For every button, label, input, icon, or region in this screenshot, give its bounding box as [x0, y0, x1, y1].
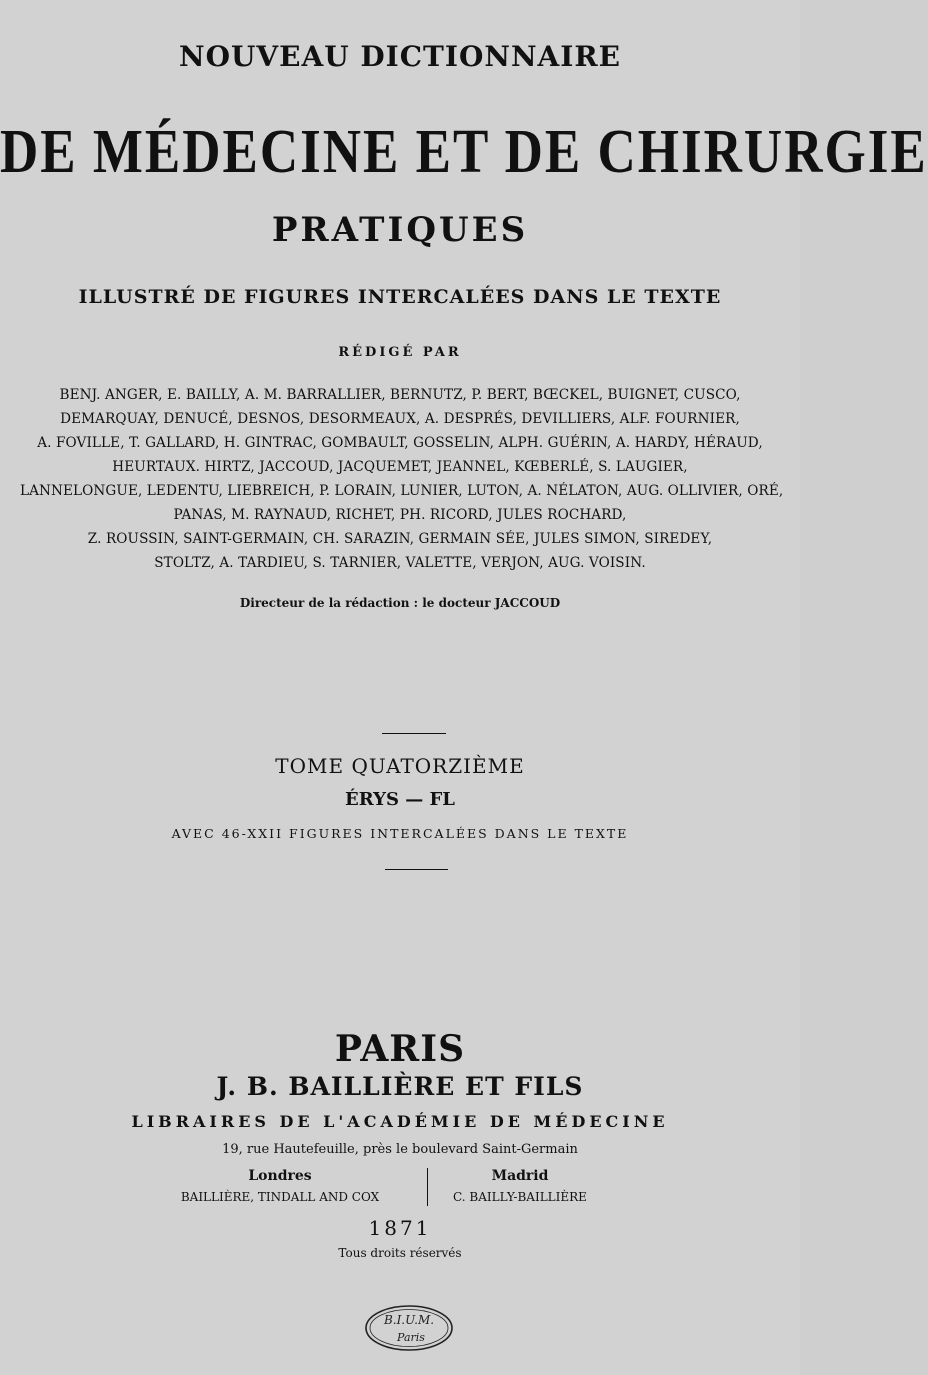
contributor-line: BENJ. ANGER, E. BAILLY, A. M. BARRALLIER, BERNUTZ, P. BERT, BŒCKEL, BUIGNET, CUSCO,: [59, 387, 741, 403]
figures-note: AVEC 46-XXII FIGURES INTERCALÉES DANS LE TEXTE: [171, 826, 629, 841]
contributors-list: [20, 383, 784, 575]
divider-rule-top: [382, 733, 446, 734]
divider-rule-bottom: [385, 869, 448, 870]
redige-par-label: RÉDIGÉ PAR: [338, 345, 462, 360]
contributor-line: STOLTZ, A. TARDIEU, S. TARNIER, VALETTE, VERJON, AUG. VOISIN.: [154, 555, 646, 571]
title-line-1: NOUVEAU DICTIONNAIRE: [179, 40, 621, 73]
contributor-line: DEMARQUAY, DENUCÉ, DESNOS, DESORMEAUX, A. DESPRÉS, DEVILLIERS, ALF. FOURNIER,: [60, 411, 740, 427]
contributor-line: Z. ROUSSIN, SAINT-GERMAIN, CH. SARAZIN, GERMAIN SÉE, JULES SIMON, SIREDEY,: [87, 531, 713, 547]
rights-notice: Tous droits réservés: [338, 1246, 462, 1260]
title-line-2: DE MÉDECINE ET DE CHIRURGIE: [0, 117, 928, 187]
subtitle: ILLUSTRÉ DE FIGURES INTERCALÉES DANS LE TEXTE: [78, 286, 722, 308]
tome-label: TOME QUATORZIÈME: [275, 754, 525, 778]
publisher-title: LIBRAIRES DE L'ACADÉMIE DE MÉDECINE: [131, 1112, 669, 1131]
publication-year: 1871: [368, 1216, 432, 1240]
publisher-name: J. B. BAILLIÈRE ET FILS: [216, 1072, 584, 1101]
branch-publisher: C. BAILLY-BAILLIÈRE: [453, 1190, 587, 1204]
title-line-3: PRATIQUES: [271, 210, 529, 250]
stamp-line-1: B.I.U.M.: [383, 1313, 435, 1327]
contributor-line: HEURTAUX. HIRTZ, JACCOUD, JACQUEMET, JEANNEL, KŒBERLÉ, S. LAUGIER,: [112, 459, 688, 475]
branch-publisher: BAILLIÈRE, TINDALL AND COX: [180, 1190, 380, 1204]
alphabetical-range: ÉRYS — FL: [345, 789, 455, 810]
library-stamp: [364, 1304, 454, 1352]
stamp-line-2: Paris: [397, 1331, 425, 1344]
branch-offices: [160, 1166, 640, 1210]
contributor-line: LANNELONGUE, LEDENTU, LIEBREICH, P. LORAIN, LUNIER, LUTON, A. NÉLATON, AUG. OLLIVIER, ORÉ,: [20, 483, 784, 499]
director-credit: Directeur de la rédaction : le docteur JACCOUD: [239, 596, 561, 610]
publisher-address: 19, rue Hautefeuille, près le boulevard Saint-Germain: [222, 1142, 578, 1157]
branch-london: [160, 1166, 400, 1208]
branch-city: Madrid: [491, 1168, 549, 1184]
contributor-line: PANAS, M. RAYNAUD, RICHET, PH. RICORD, JULES ROCHARD,: [173, 507, 627, 523]
contributor-line: A. FOVILLE, T. GALLARD, H. GINTRAC, GOMBAULT, GOSSELIN, ALPH. GUÉRIN, A. HARDY, HÉRAUD,: [37, 435, 763, 451]
imprint-city: PARIS: [334, 1028, 466, 1070]
branch-madrid: [400, 1166, 640, 1208]
branch-city: Londres: [248, 1168, 312, 1184]
